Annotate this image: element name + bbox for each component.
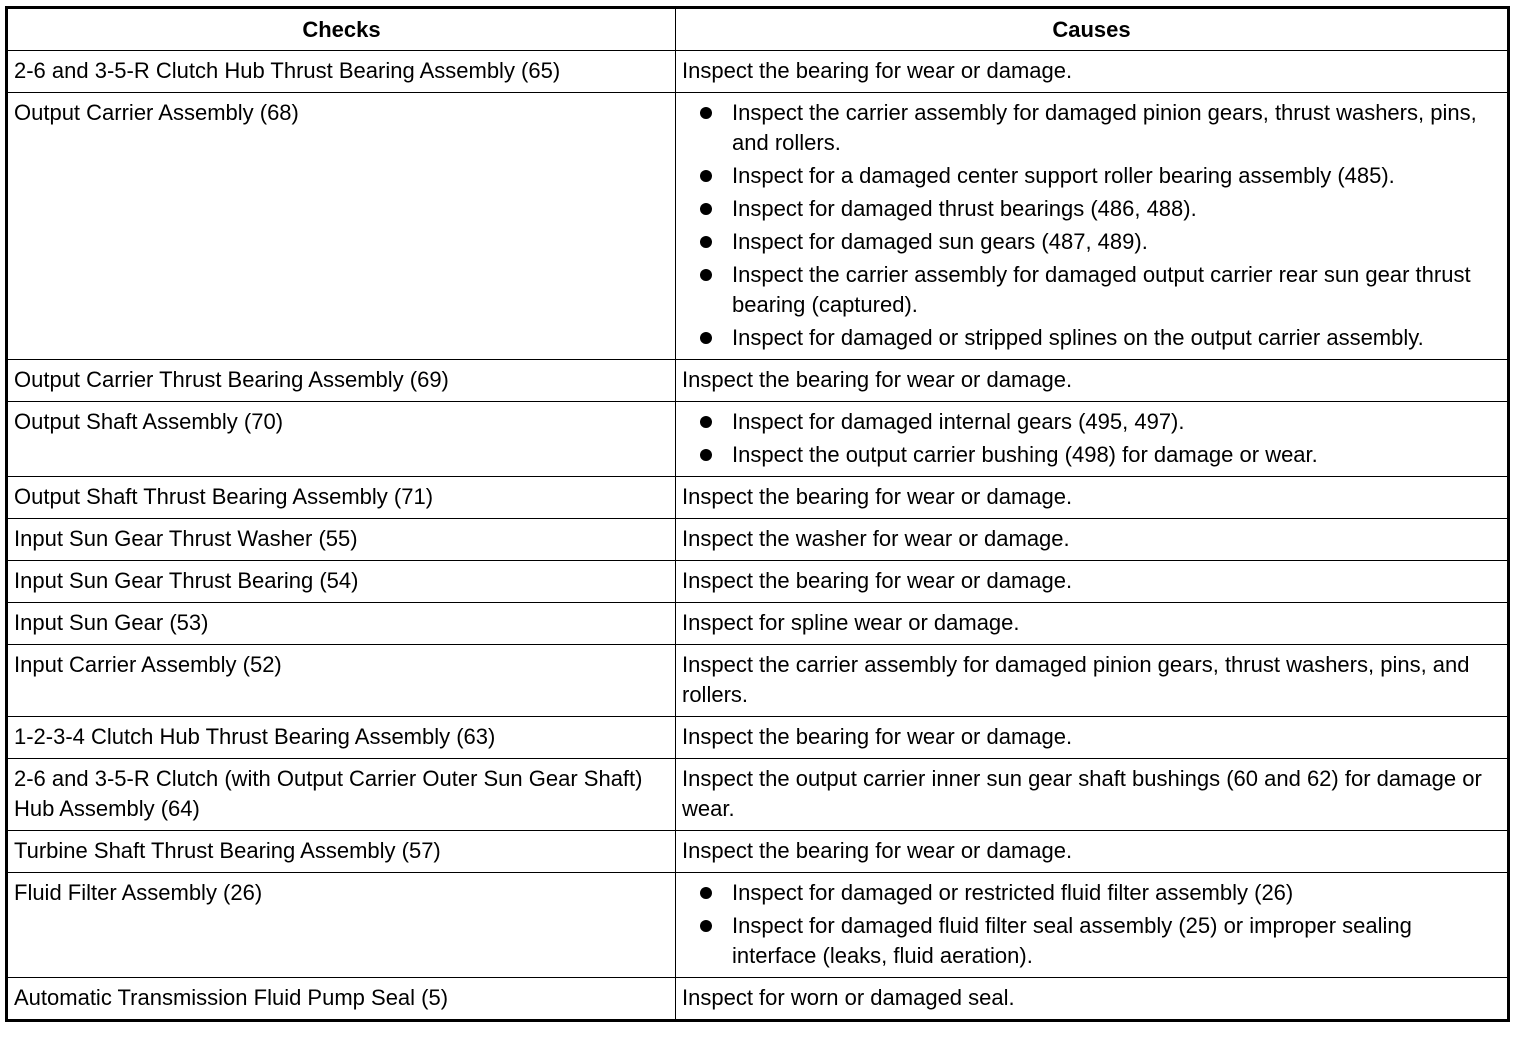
table-row (7, 717, 1509, 759)
check-cell: Input Sun Gear Thrust Washer (55) (7, 519, 676, 561)
bullet-dot-icon (700, 416, 712, 428)
table-row (7, 873, 1509, 978)
cause-bullet-text: Inspect for damaged or stripped splines on the output carrier assembly. (732, 325, 1424, 350)
cause-cell: Inspect the bearing for wear or damage. (676, 717, 1509, 759)
check-cell: 2-6 and 3-5-R Clutch Hub Thrust Bearing Assembly (65) (7, 51, 676, 93)
cause-bullet-text: Inspect for damaged internal gears (495, 497). (732, 409, 1185, 434)
bullet-dot-icon (700, 269, 712, 281)
cause-cell: Inspect the bearing for wear or damage. (676, 831, 1509, 873)
check-cell: Input Carrier Assembly (52) (7, 645, 676, 717)
cause-bullet-text: Inspect for damaged sun gears (487, 489). (732, 229, 1148, 254)
column-header-causes: Causes (676, 8, 1509, 51)
table-row (7, 93, 1509, 360)
bullet-dot-icon (700, 203, 712, 215)
check-cell: Input Sun Gear (53) (7, 603, 676, 645)
cause-cell: Inspect the bearing for wear or damage. (676, 360, 1509, 402)
cause-bullet-item (682, 260, 1501, 320)
cause-bullet-item (682, 440, 1501, 470)
cause-cell: Inspect the bearing for wear or damage. (676, 477, 1509, 519)
checks-causes-table (5, 6, 1510, 1022)
check-cell: Turbine Shaft Thrust Bearing Assembly (57) (7, 831, 676, 873)
bullet-dot-icon (700, 236, 712, 248)
column-header-checks: Checks (7, 8, 676, 51)
cause-cell: Inspect the carrier assembly for damaged pinion gears, thrust washers, pins, and rollers. (676, 645, 1509, 717)
cause-bullet-text: Inspect the carrier assembly for damaged pinion gears, thrust washers, pins, and rollers. (732, 100, 1477, 155)
table-row (7, 759, 1509, 831)
cause-cell: Inspect the bearing for wear or damage. (676, 51, 1509, 93)
table-row (7, 51, 1509, 93)
cause-bullet-text: Inspect for a damaged center support roller bearing assembly (485). (732, 163, 1395, 188)
check-cell: Output Shaft Assembly (70) (7, 402, 676, 477)
table-row (7, 603, 1509, 645)
cause-bullet-list (682, 407, 1501, 470)
cause-cell: Inspect the bearing for wear or damage. (676, 561, 1509, 603)
cause-bullet-item (682, 161, 1501, 191)
bullet-dot-icon (700, 332, 712, 344)
cause-bullet-item (682, 407, 1501, 437)
check-cell: Output Carrier Thrust Bearing Assembly (69) (7, 360, 676, 402)
cause-bullet-list (682, 878, 1501, 971)
cause-cell (676, 873, 1509, 978)
cause-cell (676, 402, 1509, 477)
table-row (7, 645, 1509, 717)
cause-bullet-text: Inspect for damaged fluid filter seal assembly (25) or improper sealing interface (leaks, fluid aeration). (732, 913, 1412, 968)
cause-bullet-item (682, 227, 1501, 257)
cause-bullet-text: Inspect for damaged thrust bearings (486, 488). (732, 196, 1197, 221)
check-cell: Input Sun Gear Thrust Bearing (54) (7, 561, 676, 603)
check-cell: Output Carrier Assembly (68) (7, 93, 676, 360)
check-cell: 1-2-3-4 Clutch Hub Thrust Bearing Assembly (63) (7, 717, 676, 759)
table-row (7, 519, 1509, 561)
cause-cell: Inspect for spline wear or damage. (676, 603, 1509, 645)
cause-cell (676, 93, 1509, 360)
table-row (7, 360, 1509, 402)
cause-bullet-item (682, 878, 1501, 908)
bullet-dot-icon (700, 920, 712, 932)
cause-cell: Inspect for worn or damaged seal. (676, 978, 1509, 1021)
bullet-dot-icon (700, 449, 712, 461)
check-cell: 2-6 and 3-5-R Clutch (with Output Carrier Outer Sun Gear Shaft) Hub Assembly (64) (7, 759, 676, 831)
table-row (7, 831, 1509, 873)
table-row (7, 402, 1509, 477)
cause-bullet-item (682, 911, 1501, 971)
bullet-dot-icon (700, 170, 712, 182)
bullet-dot-icon (700, 887, 712, 899)
cause-cell: Inspect the output carrier inner sun gear shaft bushings (60 and 62) for damage or wear. (676, 759, 1509, 831)
check-cell: Output Shaft Thrust Bearing Assembly (71) (7, 477, 676, 519)
cause-bullet-item (682, 323, 1501, 353)
cause-cell: Inspect the washer for wear or damage. (676, 519, 1509, 561)
cause-bullet-item (682, 194, 1501, 224)
table-row (7, 561, 1509, 603)
cause-bullet-list (682, 98, 1501, 353)
table-body (7, 51, 1509, 1021)
check-cell: Automatic Transmission Fluid Pump Seal (5) (7, 978, 676, 1021)
cause-bullet-text: Inspect for damaged or restricted fluid filter assembly (26) (732, 880, 1294, 905)
cause-bullet-text: Inspect the output carrier bushing (498) for damage or wear. (732, 442, 1318, 467)
cause-bullet-item (682, 98, 1501, 158)
table-row (7, 477, 1509, 519)
check-cell: Fluid Filter Assembly (26) (7, 873, 676, 978)
table-header-row (7, 8, 1509, 51)
bullet-dot-icon (700, 107, 712, 119)
cause-bullet-text: Inspect the carrier assembly for damaged output carrier rear sun gear thrust bearing (captured). (732, 262, 1471, 317)
table-row (7, 978, 1509, 1021)
